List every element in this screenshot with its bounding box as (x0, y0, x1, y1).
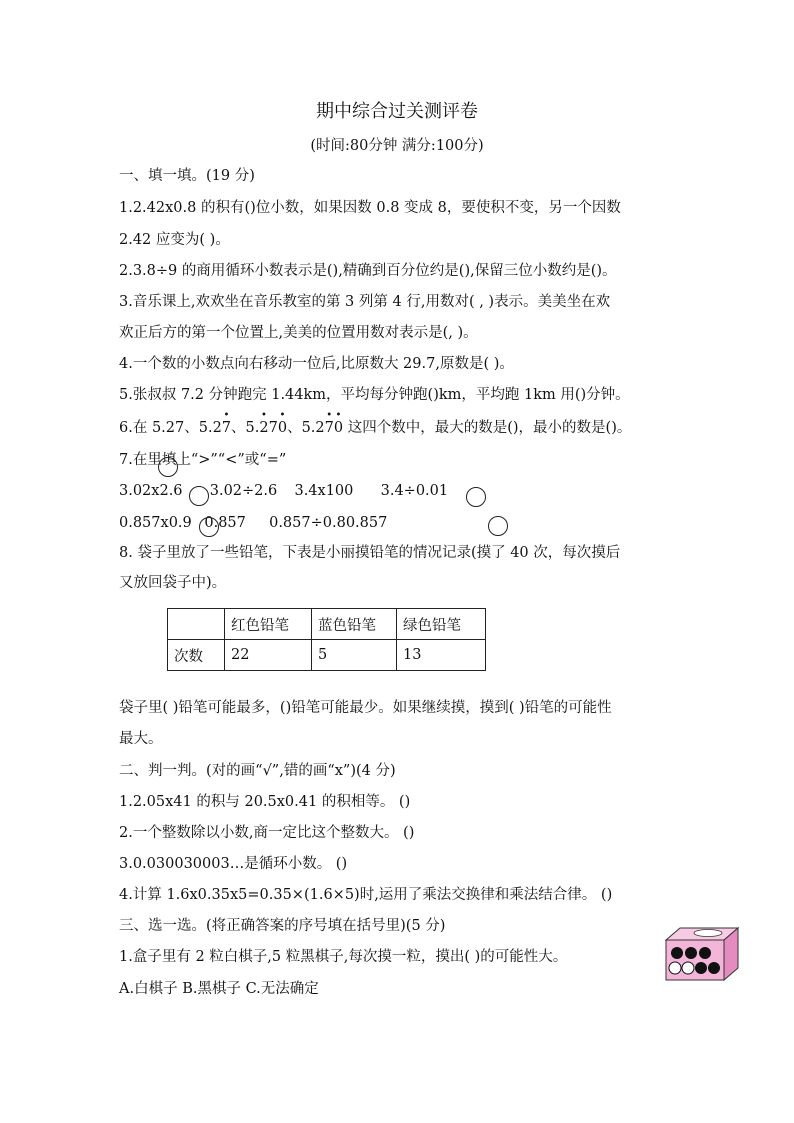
q7-expr-6: 0.857 (204, 515, 246, 531)
table-header-cell: 红色铅笔 (225, 609, 312, 640)
question-8-line-a: 8. 袋子里放了一些铅笔，下表是小丽摸铅笔的情况记录(摸了 40 次，每次摸后 (119, 545, 621, 561)
page-subtitle: (时间:80分钟 满分:100分) (310, 138, 484, 154)
q7-expr-7: 0.857÷0.80.857 (269, 515, 388, 531)
question-8-line-c: 袋子里( )铅笔可能最多，()铅笔可能最少。如果继续摸，摸到( )铅笔的可能性 (119, 700, 612, 716)
choice-question-1: 1.盒子里有 2 粒白棋子,5 粒黑棋子,每次摸一粒，摸出( )的可能性大。 (119, 949, 568, 965)
table-row (168, 640, 486, 671)
question-6 (119, 418, 631, 438)
repeating-digit: • 2 (259, 418, 268, 438)
question-8-line-d: 最大。 (119, 731, 163, 747)
table-cell: 5 (312, 640, 397, 671)
white-piece-icon (669, 962, 681, 974)
table-cell: 22 (225, 640, 312, 671)
q7-expr-2: 3.02÷2.6 (209, 483, 278, 499)
question-1-line-b: 2.42 应变为( )。 (119, 232, 230, 248)
white-piece-icon (682, 962, 694, 974)
answer-circle[interactable] (488, 516, 508, 536)
question-2: 2.3.8÷9 的商用循环小数表示是(),精确到百分位约是(),保留三位小数约是()。 (119, 263, 617, 279)
choice-question-1-options: A.白棋子 B.黑棋子 C.无法确定 (119, 981, 319, 997)
answer-circle[interactable] (158, 457, 178, 477)
question-3-line-b: 欢正后方的第一个位置上,美美的位置用数对表示是(, )。 (119, 325, 478, 341)
table-cell: 13 (397, 640, 486, 671)
question-8-line-b: 又放回袋子中)。 (119, 575, 227, 591)
section2-heading: 二、判一判。(对的画“√”,错的画“x”)(4 分) (119, 763, 396, 779)
judge-question-4: 4.计算 1.6x0.35x5=0.35×(1.6×5)时,运用了乘法交换律和乘法结合律。 () (119, 887, 613, 903)
question-3-line-a: 3.音乐课上,欢欢坐在音乐教室的第 3 列第 4 行,用数对( , )表示。美美坐在欢 (119, 294, 611, 310)
q6-part-a: 6.在 5.27、5.2 (119, 420, 222, 436)
q7-expr-3: 3.4x100 (294, 483, 354, 499)
table-header-row (168, 609, 486, 640)
judge-question-2: 2.一个整数除以小数,商一定比这个整数大。 () (119, 825, 415, 841)
repeating-digit: • 7 (325, 418, 334, 438)
black-piece-icon (685, 947, 697, 959)
box-opening (694, 930, 722, 937)
table-row-label: 次数 (168, 640, 225, 671)
q6-part-e: 、5.2 (287, 420, 325, 436)
repeating-digit: • 7 (222, 418, 231, 438)
judge-question-3: 3.0.030030003…是循环小数。 () (119, 856, 348, 872)
repeating-digit: • 0 (334, 418, 343, 438)
page-title: 期中综合过关测评卷 (316, 101, 478, 122)
q7-expr-1: 3.02x2.6 (119, 483, 183, 499)
black-piece-icon (699, 947, 711, 959)
judge-question-1: 1.2.05x41 的积与 20.5x0.41 的积相等。 () (119, 794, 411, 810)
question-7: 7.在里填上“>”“<”或“=” (119, 452, 287, 468)
question-7-row-2 (119, 513, 387, 533)
section3-heading: 三、选一选。(将正确答案的序号填在括号里)(5 分) (119, 918, 446, 934)
black-piece-icon (671, 947, 683, 959)
table-header-cell: 蓝色铅笔 (312, 609, 397, 640)
box-of-chess-pieces-image (660, 922, 740, 984)
q6-part-f: 这四个数中，最大的数是()，最小的数是()。 (343, 420, 632, 436)
black-piece-icon (695, 962, 707, 974)
question-7-row-1 (119, 481, 448, 501)
q7-expr-4: 3.4÷0.01 (380, 483, 449, 499)
repeating-digit: • 0 (278, 418, 287, 438)
answer-circle[interactable] (466, 487, 486, 507)
question-5: 5.张叔叔 7.2 分钟跑完 1.44km，平均每分钟跑()km，平均跑 1km 用()分钟。 (119, 387, 630, 403)
answer-circle[interactable] (189, 486, 209, 506)
answer-circle[interactable] (199, 517, 219, 537)
black-piece-icon (708, 962, 720, 974)
pencil-records-table (167, 608, 486, 671)
section1-heading: 一、填一填。(19 分) (119, 168, 255, 184)
question-4: 4.一个数的小数点向右移动一位后,比原数大 29.7,原数是( )。 (119, 356, 514, 372)
question-1-line-a: 1.2.42x0.8 的积有()位小数，如果因数 0.8 变成 8，要使积不变，另一个因数 (119, 200, 621, 216)
q7-expr-5: 0.857x0.9 (119, 515, 192, 531)
table-header-cell (168, 609, 225, 640)
table-header-cell: 绿色铅笔 (397, 609, 486, 640)
q6-part-b: 、5. (231, 420, 260, 436)
q6-part-c: 7 (268, 420, 278, 436)
